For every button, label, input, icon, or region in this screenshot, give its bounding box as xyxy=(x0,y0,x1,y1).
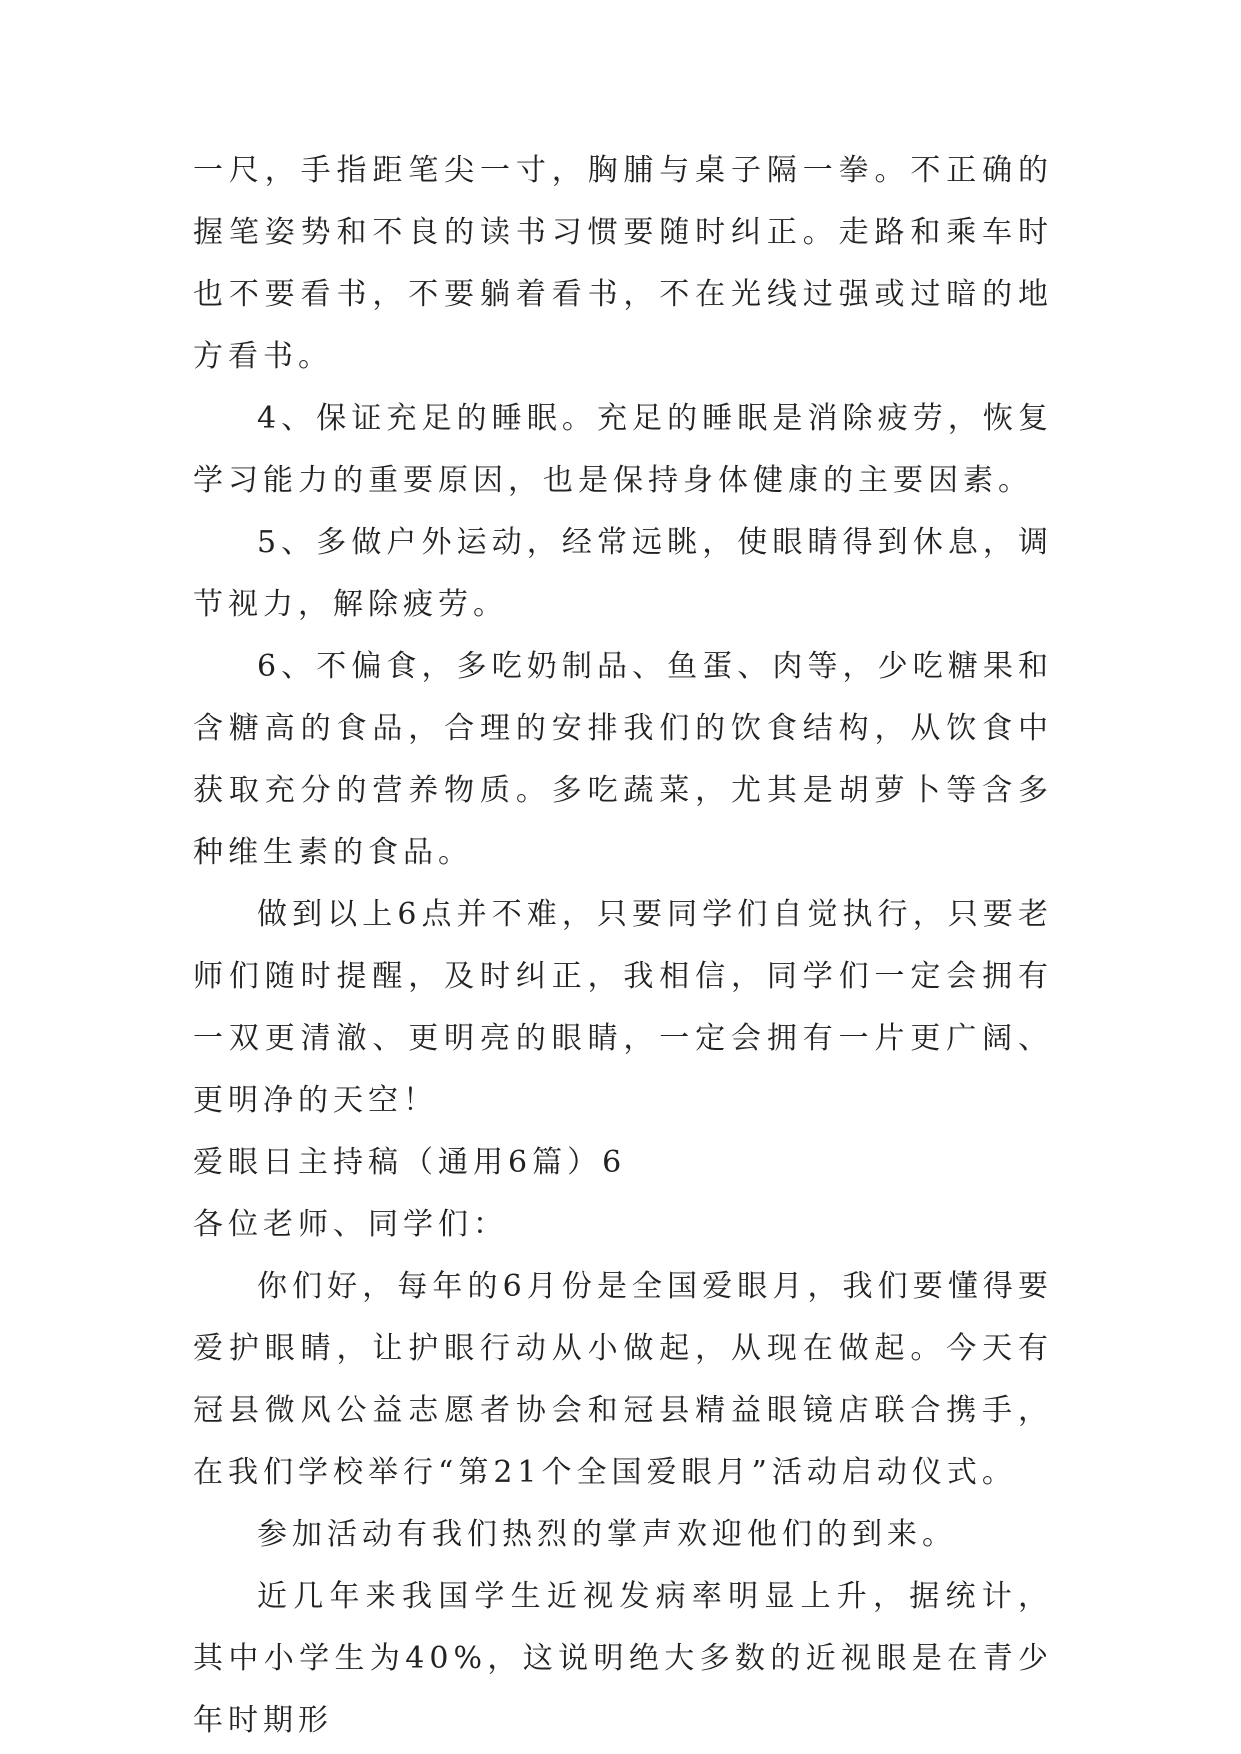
paragraph-statistics: 近几年来我国学生近视发病率明显上升，据统计，其中小学生为40%，这说明绝大多数的近视眼是在青少年时期形 xyxy=(193,1579,1053,1738)
paragraph-conclusion: 做到以上6点并不难，只要同学们自觉执行，只要老师们随时提醒，及时纠正，我相信，同学们一定会拥有一双更清澈、更明亮的眼睛，一定会拥有一片更广阔、更明净的天空！ xyxy=(193,897,1053,1118)
paragraph-greeting: 你们好，每年的6月份是全国爱眼月，我们要懂得要爱护眼睛，让护眼行动从小做起，从现在做起。今天有冠县微风公益志愿者协会和冠县精益眼镜店联合携手，在我们学校举行“第21个全国爱眼月”活动启动仪式。 xyxy=(193,1269,1053,1490)
section-title: 爱眼日主持稿（通用6篇）6 xyxy=(193,1145,627,1180)
paragraph-posture-habits: 一尺，手指距笔尖一寸，胸脯与桌子隔一拳。不正确的握笔姿势和不良的读书习惯要随时纠正。走路和乘车时也不要看书，不要躺着看书，不在光线过强或过暗的地方看书。 xyxy=(193,153,1053,374)
paragraph-sleep: 4、保证充足的睡眠。充足的睡眠是消除疲劳，恢复学习能力的重要原因，也是保持身体健康的主要因素。 xyxy=(193,401,1053,498)
paragraph-outdoor-exercise: 5、多做户外运动，经常远眺，使眼睛得到休息，调节视力，解除疲劳。 xyxy=(193,525,1053,622)
paragraph-welcome: 参加活动有我们热烈的掌声欢迎他们的到来。 xyxy=(257,1517,957,1552)
document-page xyxy=(193,140,1053,1752)
salutation: 各位老师、同学们： xyxy=(193,1207,508,1242)
paragraph-diet: 6、不偏食，多吃奶制品、鱼蛋、肉等，少吃糖果和含糖高的食品，合理的安排我们的饮食结构，从饮食中获取充分的营养物质。多吃蔬菜，尤其是胡萝卜等含多种维生素的食品。 xyxy=(193,649,1053,870)
